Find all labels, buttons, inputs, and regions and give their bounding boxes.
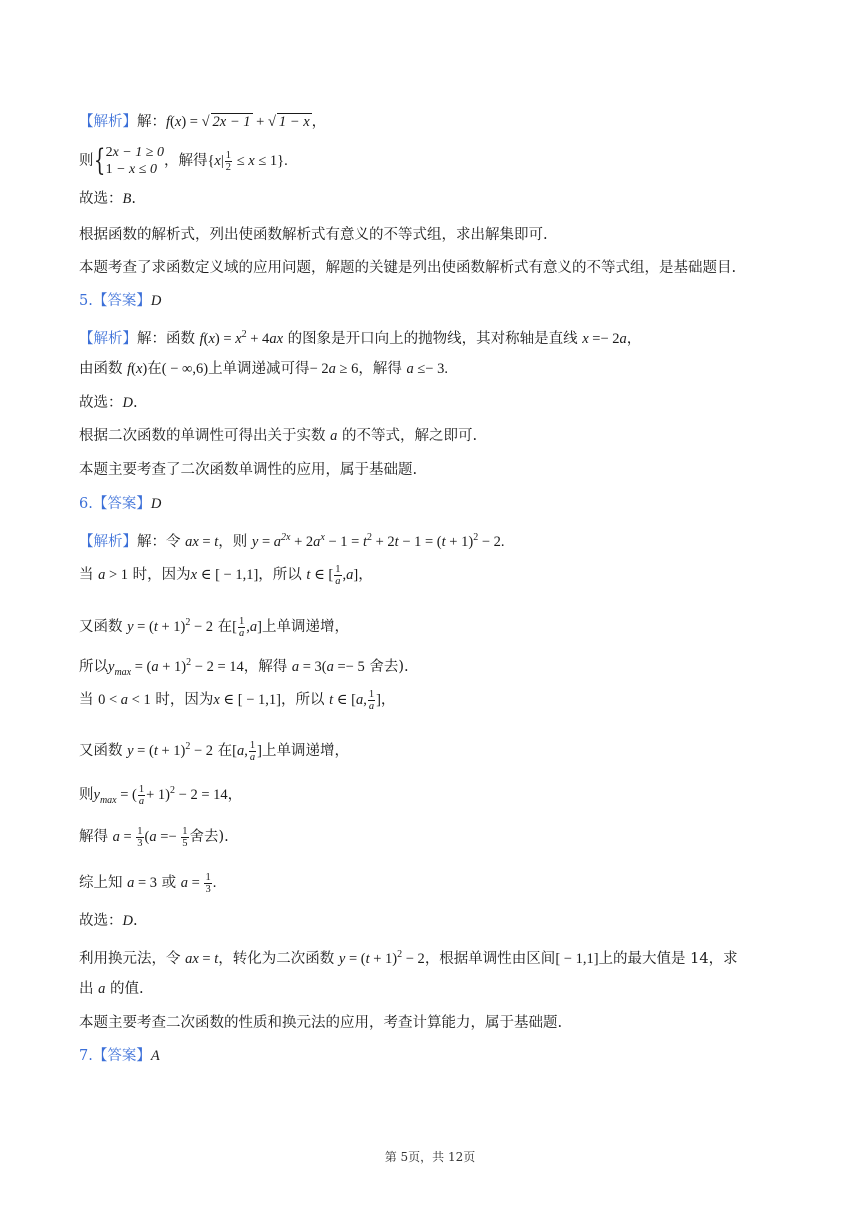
q6-max2-line: 则$y_{max}$ = ( $\frac{1}{a}$ + 1)$^2$ − 2 = 14， (79, 784, 243, 807)
q6-case1-line: 当 a > 1 时，因为x ∈ [ − 1,1]，所以 t ∈ [ $\frac{1}{a}$ ,a]， (79, 564, 373, 588)
analysis-label: 【解析】 (79, 114, 137, 130)
q5-method-line: 根据二次函数的单调性可得出关于实数 a 的不等式，解之即可. (79, 428, 478, 444)
answer-value: D (150, 293, 162, 309)
answer-label: 【答案】 (92, 293, 151, 309)
analysis-label: 【解析】 (79, 330, 137, 347)
q4-summary-line: 本题考查了求函数定义域的应用问题，解题的关键是列出使函数解析式有意义的不等式组，是基础题目. (79, 260, 737, 276)
question-number: 6. (79, 496, 93, 512)
q5-answer-line (79, 290, 161, 312)
page-footer: 第 5页，共 12页 (384, 1150, 476, 1164)
q6-max1-line: 所以$y_{max} = (a + 1)^2 - 2 = 14$，解得 a = 3(a =− 5 舍去). (79, 657, 409, 678)
q5-summary-line: 本题主要考查了二次函数单调性的应用，属于基础题. (79, 462, 418, 478)
answer-label: 【答案】 (92, 1048, 151, 1064)
math-expression: f(x) = √ 2x − 1 + √ 1 − x (166, 114, 310, 130)
question-number: 5. (79, 293, 93, 309)
q4-analysis-line: 【解析】解：f(x) = √ 2x − 1 + √ 1 − x ， (79, 114, 327, 130)
answer-label: 【答案】 (92, 496, 151, 512)
q6-analysis-line: 【解析】解：令 ax = t，则 $y = a^{2x} + 2a^x - 1 = t^2 + 2t - 1 = (t + 1)^2 - 2$. (79, 532, 505, 550)
q6-case2-line: 当 0 < a < 1 时，因为x ∈ [ − 1,1]，所以 t ∈ [a, $\frac{1}{a}$ ]， (79, 689, 396, 713)
q4-method-line: 根据函数的解析式，列出使函数解析式有意义的不等式组，求出解集即可. (79, 227, 548, 243)
answer-value: A (150, 1048, 160, 1064)
question-number: 7. (79, 1048, 93, 1064)
q7-answer-line (79, 1045, 160, 1067)
q6-answer-line (79, 493, 161, 515)
analysis-label: 【解析】 (79, 533, 137, 550)
q4-system-line: 则{2x − 1 ≥ 0 1 − x ≤ 0，解得{x| $\frac{1}{2}$ ≤ x ≤ 1}. (79, 143, 288, 178)
q5-select-line: 故选：D. (79, 395, 138, 411)
q6-method-line-2: 出 a 的值. (79, 981, 144, 997)
q6-monotone1-line: 又函数 $y = (t + 1)^2 - 2$ 在[ $\frac{1}{a}$ ,a]上单调递增， (79, 616, 349, 639)
q4-select-line: 故选：B. (79, 191, 136, 207)
solve-label: 解： (137, 114, 166, 130)
q6-solve2-line: 解得 a = $\frac{1}{3}$ (a =− $\frac{1}{5}$ 舍去). (79, 826, 229, 850)
q6-summary-line: 本题主要考查二次函数的性质和换元法的应用，考查计算能力，属于基础题. (79, 1015, 563, 1031)
inequality-system: 2x − 1 ≥ 0 1 − x ≤ 0 (105, 145, 164, 177)
q6-method-line: 利用换元法，令 ax = t，转化为二次函数 $y = (t + 1)^2 - 2$，根据单调性由区间[ − 1,1]上的最大值是 14，求 (79, 949, 738, 967)
left-brace: { (93, 143, 105, 178)
answer-value: D (150, 496, 162, 512)
q5-analysis-line: 【解析】解：函数 $f(x) = x^2 + 4ax$ 的图象是开口向上的抛物线，其对称轴是直线 x =− 2a， (79, 329, 642, 347)
q5-derivation-line: 由函数 f(x)在( − ∞,6)上单调递减可得− 2a ≥ 6，解得 a ≤− 3. (79, 361, 448, 377)
solution-set: {x| $\frac{1}{2}$ ≤ x ≤ 1}. (207, 150, 288, 174)
q6-select-line: 故选：D. (79, 913, 138, 929)
q6-monotone2-line: 又函数 $y = (t + 1)^2 - 2$ 在[a, $\frac{1}{a}$ ]上单调递增， (79, 740, 349, 763)
q6-conclusion-line: 综上知 a = 3 或 a = $\frac{1}{3}$ . (79, 872, 217, 896)
